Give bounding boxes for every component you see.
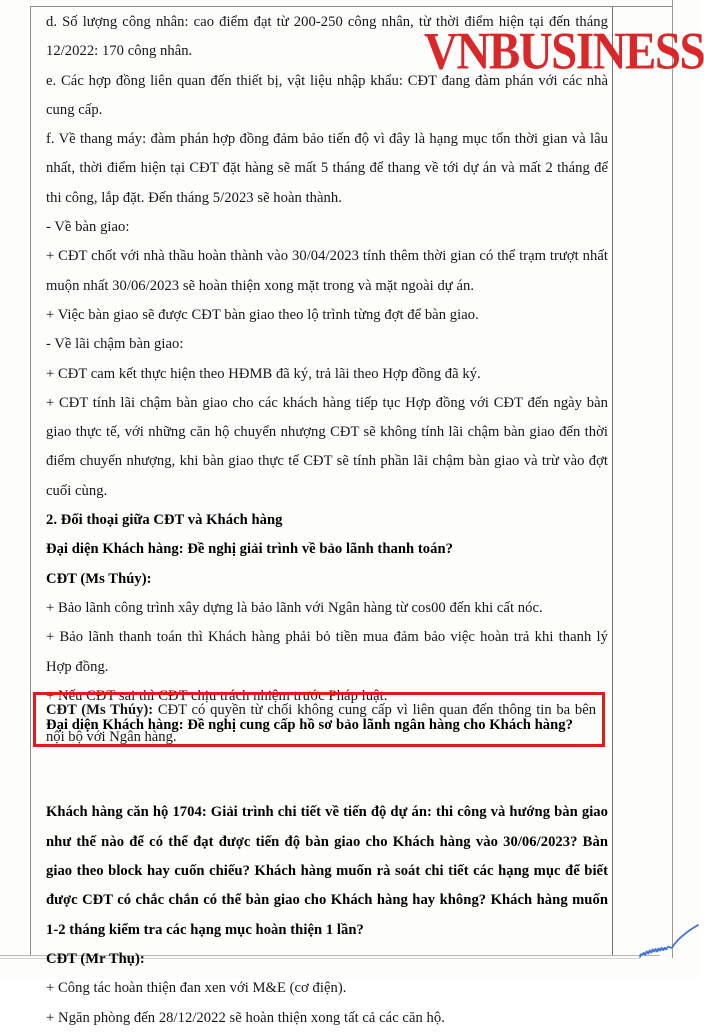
heading-cdt-thu: CĐT (Mr Thụ): — [46, 950, 145, 967]
paragraph-commitment: + CĐT cam kết thực hiện theo HĐMB đã ký, trả lãi theo Hợp đồng đã ký. — [46, 365, 481, 382]
handwritten-signature — [636, 924, 700, 970]
page-border-right — [672, 0, 673, 958]
paragraph-liability: + Nếu CĐT sai thì CĐT chịu trách nhiệm trước Pháp luật. — [46, 687, 388, 704]
heading-customer-rep-q2: Đại diện Khách hàng: Đề nghị cung cấp hồ sơ bảo lãnh ngân hàng cho Khách hàng? — [46, 717, 573, 734]
highlight-statement-text: CĐT có quyền từ chối không cung cấp vì liên quan đến thông tin ba bên nội bộ với Ngân hàng. — [46, 702, 596, 745]
paragraph-guarantee-construction: + Bảo lãnh công trình xây dựng là bảo lãnh với Ngân hàng từ cos00 đến khi cất nóc. — [46, 599, 543, 616]
heading-cdt-thuy: CĐT (Ms Thúy): — [46, 570, 152, 587]
document-body — [46, 8, 608, 1033]
paragraph-handover-schedule: + Việc bàn giao sẽ được CĐT bàn giao theo lộ trình từng đợt để bàn giao. — [46, 306, 479, 323]
page-border-left — [30, 6, 31, 956]
paragraph-late-interest-detail: + CĐT tính lãi chậm bàn giao cho các khách hàng tiếp tục Hợp đồng với CĐT đến ngày bàn giao thực tế, với những căn hộ chuyển nhượng CĐT sẽ không tính lãi chậm bàn giao đến thời điểm chuyển nhượng, khi bàn giao thực tế CĐT sẽ tính phần lãi chậm bàn giao và trừ vào đợt cuối cùng. — [46, 394, 608, 499]
paragraph-room-partition: + Ngăn phòng đến 28/12/2022 sẽ hoàn thiện xong tất cả các căn hộ. — [46, 1009, 445, 1026]
paragraph-late-interest-heading: - Về lãi chậm bàn giao: — [46, 336, 184, 353]
paragraph-worker-count: d. Số lượng công nhân: cao điểm đạt từ 200-250 công nhân, từ thời điểm hiện tại đến tháng 12/2022: 170 công nhân. — [46, 14, 608, 60]
paragraph-import-contracts: e. Các hợp đồng liên quan đến thiết bị, vật liệu nhập khẩu: CĐT đang đàm phán với các nhà cung cấp. — [46, 72, 608, 118]
paragraph-guarantee-payment: + Bảo lãnh thanh toán thì Khách hàng phải bỏ tiền mua đảm bảo việc hoàn trả khi thanh lý Hợp đồng. — [46, 629, 608, 675]
paragraph-handover-deadline: + CĐT chốt với nhà thầu hoàn thành vào 30/04/2023 tính thêm thời gian có thể trạm trượt nhất muộn nhất 30/06/2023 sẽ hoàn thiện xong mặt trong và mặt ngoài dự án. — [46, 248, 608, 294]
paragraph-elevator: f. Về thang máy: đàm phán hợp đồng đảm bảo tiến độ vì đây là hạng mục tốn thời gian và lâu nhất, thời điểm hiện tại CĐT đặt hàng sẽ mất 5 tháng để thang về tới dự án và mất 2 tháng để thi công, lắp đặt. Đến tháng 5/2023 sẽ hoàn thành. — [46, 131, 608, 206]
page-border-top — [30, 6, 673, 7]
heading-customer-rep-q1: Đại diện Khách hàng: Đề nghị giải trình về bảo lãnh thanh toán? — [46, 541, 453, 558]
paragraph-me-work: + Công tác hoàn thiện đan xen với M&E (cơ điện). — [46, 980, 347, 997]
heading-section-2: 2. Đối thoại giữa CĐT và Khách hàng — [46, 512, 283, 529]
text-margin-rule-right — [612, 6, 613, 956]
vnbusiness-watermark: VNBUSINESS — [424, 22, 704, 81]
highlight-box-content — [46, 697, 596, 751]
highlight-speaker-label: CĐT (Ms Thúy): — [46, 702, 154, 718]
paragraph-customer-1704: Khách hàng căn hộ 1704: Giải trình chi tiết về tiến độ dự án: thi công và hướng bàn giao như thế nào để có thể đạt được tiến độ bàn giao cho Khách hàng vào 30/06/2023? Bàn giao theo block hay cuốn chiếu? Khách hàng muốn rà soát chi tiết các hạng mục để biết được CĐT có chắc chắn có thể bàn giao cho Khách hàng hay không? Khách hàng muốn 1-2 tháng kiểm tra các hạng mục hoàn thiện 1 lần? — [46, 804, 608, 938]
paragraph-handover-heading: - Về bàn giao: — [46, 219, 130, 236]
